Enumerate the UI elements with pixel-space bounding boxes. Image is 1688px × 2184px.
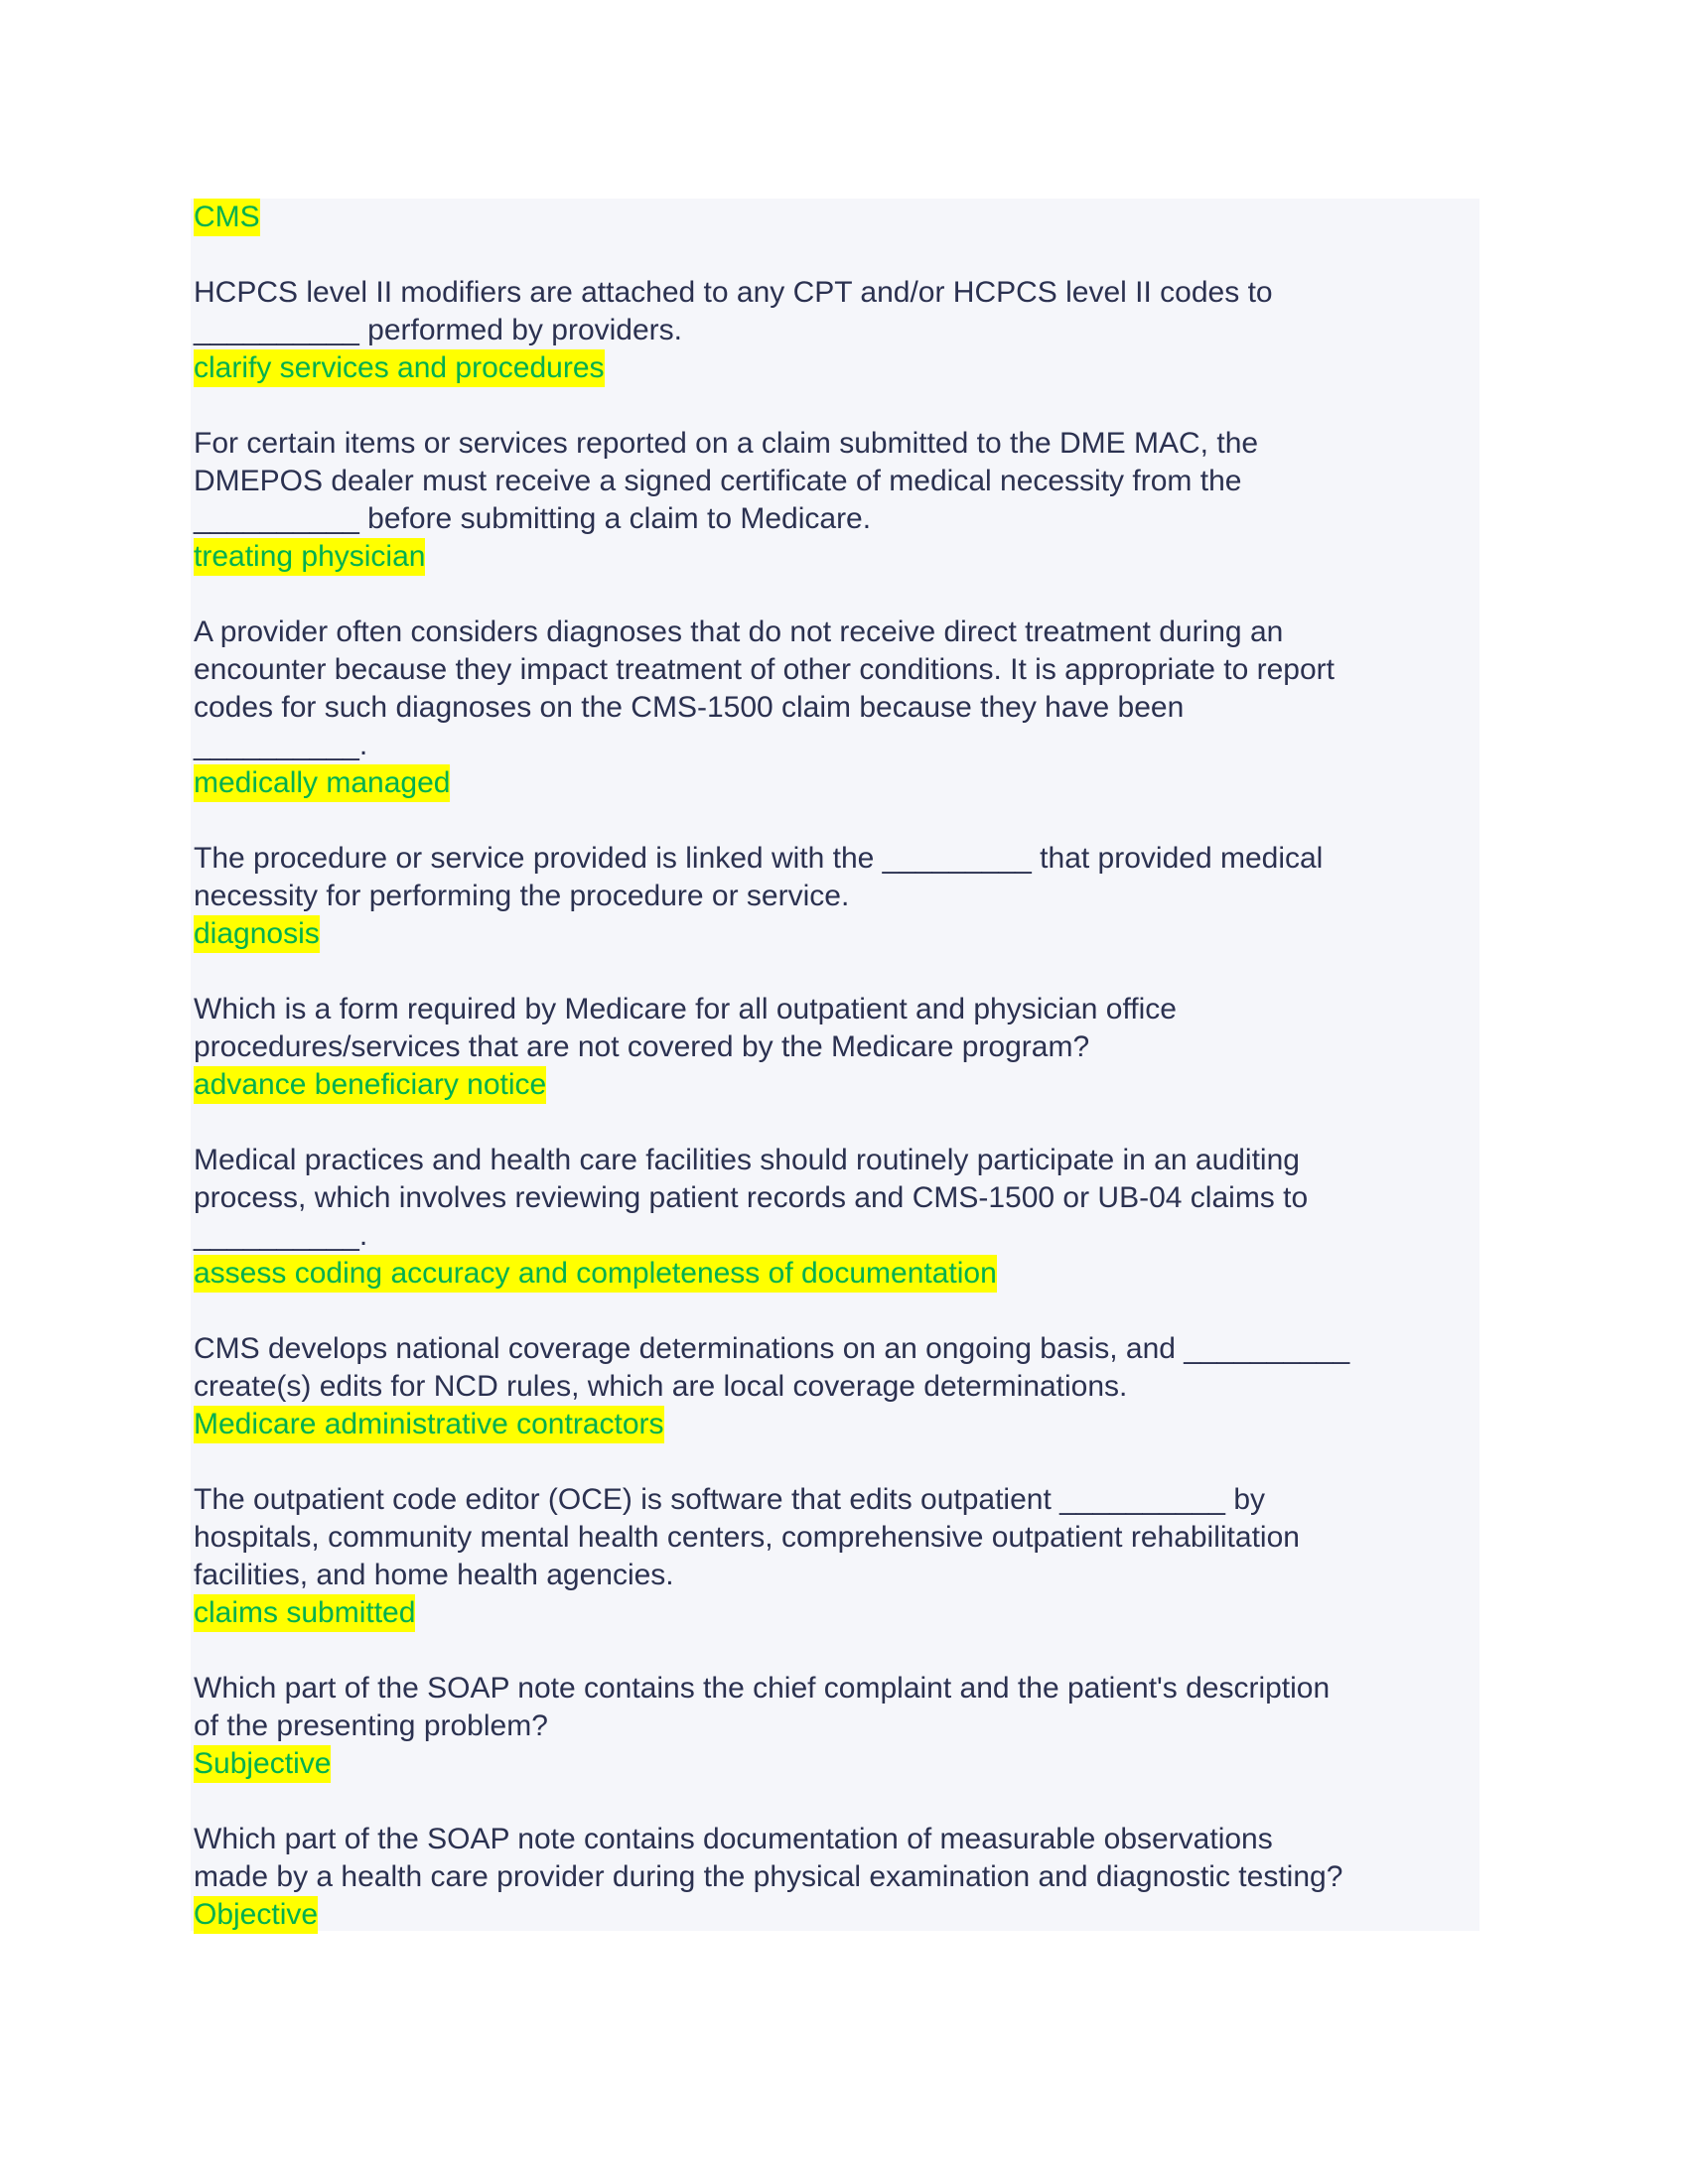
question-line: Which is a form required by Medicare for all outpatient and physician office [194, 993, 1177, 1025]
question-line: of the presenting problem? [194, 1709, 548, 1742]
answer-line [194, 538, 1349, 576]
qa-item [194, 991, 1349, 1104]
question-line: CMS develops national coverage determinations on an ongoing basis, and __________ [194, 1332, 1350, 1365]
answer-highlight: Medicare administrative contractors [194, 1406, 664, 1443]
answer-highlight: clarify services and procedures [194, 349, 605, 387]
qa-item [194, 425, 1349, 576]
question-line: hospitals, community mental health centers, comprehensive outpatient rehabilitation [194, 1521, 1300, 1554]
question-line: __________. [194, 1219, 368, 1252]
qa-item [194, 1821, 1349, 1934]
question-line: __________ before submitting a claim to Medicare. [194, 502, 872, 535]
answer-highlight: Objective [194, 1896, 318, 1934]
qa-item [194, 1142, 1349, 1293]
qa-item [194, 274, 1349, 387]
question-line: __________. [194, 729, 368, 761]
header-answer-block [194, 199, 1349, 236]
qa-item [194, 1670, 1349, 1783]
answer-line [194, 1255, 1349, 1293]
question-line: The outpatient code editor (OCE) is software that edits outpatient __________ by [194, 1483, 1266, 1516]
qa-item [194, 840, 1349, 953]
qa-item [194, 1330, 1349, 1443]
question-line: codes for such diagnoses on the CMS-1500 claim because they have been [194, 691, 1185, 724]
question-line: Medical practices and health care facilities should routinely participate in an auditing [194, 1144, 1300, 1176]
question-line: process, which involves reviewing patient records and CMS-1500 or UB-04 claims to [194, 1181, 1309, 1214]
question-line: __________ performed by providers. [194, 314, 682, 346]
qa-item [194, 1481, 1349, 1632]
answer-line [194, 1406, 1349, 1443]
document-panel [191, 199, 1479, 1931]
answer-line [194, 1594, 1349, 1632]
question-line: A provider often considers diagnoses that do not receive direct treatment during an [194, 615, 1284, 648]
answer-highlight: treating physician [194, 538, 425, 576]
question-line: For certain items or services reported on a claim submitted to the DME MAC, the [194, 427, 1259, 460]
answer-line [194, 1896, 1349, 1934]
answer-line [194, 764, 1349, 802]
answer-highlight: assess coding accuracy and completeness of documentation [194, 1255, 997, 1293]
answer-highlight: diagnosis [194, 915, 320, 953]
answer-line [194, 1066, 1349, 1104]
answer-line [194, 915, 1349, 953]
question-line: The procedure or service provided is linked with the _________ that provided medical [194, 842, 1324, 875]
question-line: Which part of the SOAP note contains documentation of measurable observations [194, 1823, 1273, 1855]
question-line: made by a health care provider during the physical examination and diagnostic testing? [194, 1860, 1343, 1893]
question-line: encounter because they impact treatment of other conditions. It is appropriate to report [194, 653, 1335, 686]
answer-highlight: claims submitted [194, 1594, 415, 1632]
answer-line [194, 1745, 1349, 1783]
question-line: facilities, and home health agencies. [194, 1559, 674, 1591]
question-line: Which part of the SOAP note contains the chief complaint and the patient's description [194, 1672, 1331, 1705]
answer-line [194, 349, 1349, 387]
flashcard-list [194, 199, 1349, 1972]
answer-highlight: medically managed [194, 764, 450, 802]
question-line: create(s) edits for NCD rules, which are local coverage determinations. [194, 1370, 1128, 1403]
qa-item [194, 614, 1349, 802]
question-line: procedures/services that are not covered by the Medicare program? [194, 1030, 1090, 1063]
question-line: DMEPOS dealer must receive a signed certificate of medical necessity from the [194, 465, 1242, 497]
answer-highlight: CMS [194, 199, 260, 236]
answer-highlight: Subjective [194, 1745, 331, 1783]
question-line: necessity for performing the procedure or service. [194, 880, 850, 912]
question-line: HCPCS level II modifiers are attached to any CPT and/or HCPCS level II codes to [194, 276, 1273, 309]
answer-highlight: advance beneficiary notice [194, 1066, 546, 1104]
